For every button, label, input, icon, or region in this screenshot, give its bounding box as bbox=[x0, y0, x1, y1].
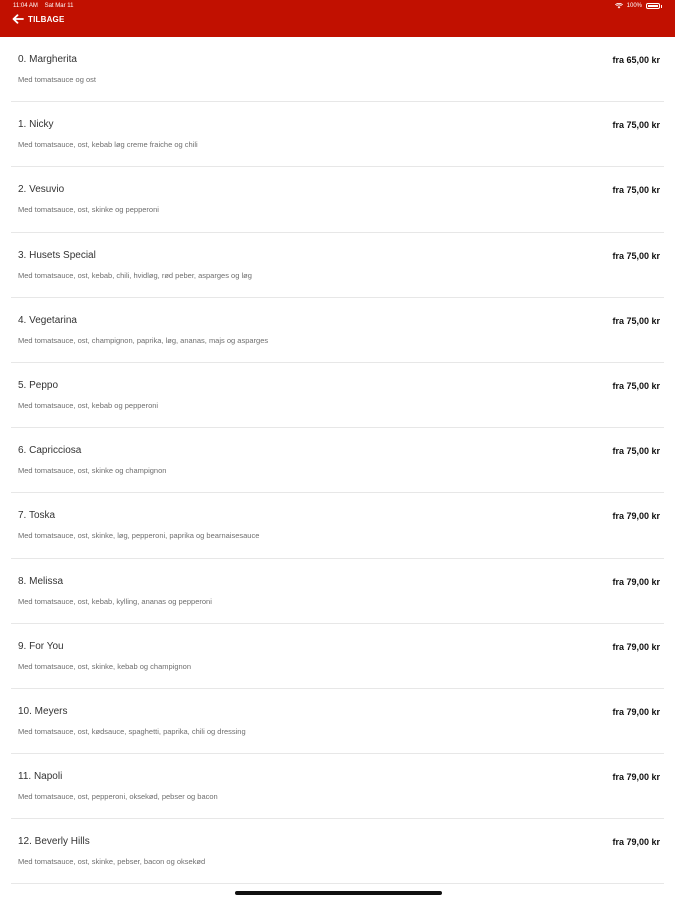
list-item[interactable] bbox=[11, 428, 664, 493]
item-description: Med tomatsauce, ost, kebab løg creme fraiche og chili bbox=[18, 140, 198, 150]
item-name: 6. Capricciosa bbox=[18, 445, 82, 457]
item-price: fra 75,00 kr bbox=[612, 446, 660, 457]
item-price: fra 75,00 kr bbox=[612, 250, 660, 261]
item-description: Med tomatsauce og ost bbox=[18, 75, 96, 84]
item-price: fra 75,00 kr bbox=[612, 120, 660, 131]
item-description: Med tomatsauce, ost, skinke og pepperoni bbox=[18, 205, 159, 215]
list-item[interactable] bbox=[11, 37, 664, 102]
item-price: fra 75,00 kr bbox=[612, 185, 660, 196]
item-description: Med tomatsauce, ost, skinke, pebser, bacon og oksekød bbox=[18, 857, 206, 867]
list-item[interactable] bbox=[11, 102, 664, 167]
back-label: TILBAGE bbox=[28, 14, 65, 24]
item-name: 12. Beverly Hills bbox=[18, 836, 90, 848]
list-item[interactable] bbox=[11, 559, 664, 624]
list-item[interactable] bbox=[11, 689, 664, 754]
item-name: 3. Husets Special bbox=[18, 249, 96, 261]
wifi-icon bbox=[615, 3, 623, 9]
status-time-date bbox=[13, 3, 74, 9]
list-item[interactable] bbox=[11, 363, 664, 428]
top-app-bar bbox=[0, 0, 675, 37]
item-price: fra 75,00 kr bbox=[612, 380, 660, 391]
list-item[interactable] bbox=[11, 624, 664, 689]
arrow-left-icon bbox=[12, 14, 24, 24]
list-item[interactable] bbox=[11, 167, 664, 232]
item-description: Med tomatsauce, ost, kebab og pepperoni bbox=[18, 400, 159, 410]
status-date: Sat Mar 11 bbox=[44, 3, 74, 9]
status-indicators bbox=[615, 3, 662, 9]
item-name: 2. Vesuvio bbox=[18, 184, 65, 196]
status-time: 11:04 AM bbox=[13, 3, 38, 9]
item-price: fra 65,00 kr bbox=[612, 55, 660, 65]
item-price: fra 79,00 kr bbox=[612, 641, 660, 652]
list-item[interactable] bbox=[11, 754, 664, 819]
battery-percent: 100% bbox=[626, 3, 642, 9]
item-description: Med tomatsauce, ost, kebab, chili, hvidløg, rød peber, asparges og løg bbox=[18, 270, 252, 280]
item-name: 0. Margherita bbox=[18, 54, 77, 65]
item-description: Med tomatsauce, ost, skinke, løg, pepperoni, paprika og bearnaisesauce bbox=[18, 531, 260, 541]
list-item[interactable] bbox=[11, 819, 664, 884]
list-item[interactable] bbox=[11, 493, 664, 558]
item-name: 10. Meyers bbox=[18, 705, 68, 717]
list-item[interactable] bbox=[11, 233, 664, 298]
item-price: fra 79,00 kr bbox=[612, 837, 660, 848]
list-item[interactable] bbox=[11, 298, 664, 363]
item-name: 4. Vegetarina bbox=[18, 314, 77, 326]
item-description: Med tomatsauce, ost, pepperoni, oksekød, pebser og bacon bbox=[18, 792, 218, 802]
status-bar bbox=[13, 3, 662, 13]
item-name: 9. For You bbox=[18, 640, 64, 652]
item-description: Med tomatsauce, ost, skinke og champignon bbox=[18, 466, 167, 476]
item-price: fra 79,00 kr bbox=[612, 706, 660, 717]
battery-icon bbox=[646, 3, 660, 9]
battery-tip bbox=[661, 5, 662, 8]
item-price: fra 79,00 kr bbox=[612, 576, 660, 587]
item-price: fra 75,00 kr bbox=[612, 315, 660, 326]
item-description: Med tomatsauce, ost, kødsauce, spaghetti, paprika, chili og dressing bbox=[18, 726, 246, 736]
menu-list bbox=[0, 37, 675, 884]
item-description: Med tomatsauce, ost, kebab, kylling, ananas og pepperoni bbox=[18, 596, 212, 606]
item-description: Med tomatsauce, ost, champignon, paprika, løg, ananas, majs og asparges bbox=[18, 335, 269, 345]
item-name: 8. Melissa bbox=[18, 575, 64, 587]
item-name: 7. Toska bbox=[18, 510, 56, 522]
home-indicator[interactable] bbox=[235, 891, 442, 895]
back-button[interactable] bbox=[12, 13, 65, 25]
item-name: 11. Napoli bbox=[18, 771, 63, 783]
item-name: 1. Nicky bbox=[18, 119, 54, 131]
item-price: fra 79,00 kr bbox=[612, 511, 660, 522]
item-price: fra 79,00 kr bbox=[612, 772, 660, 783]
item-description: Med tomatsauce, ost, skinke, kebab og champignon bbox=[18, 661, 192, 671]
item-name: 5. Peppo bbox=[18, 379, 59, 391]
